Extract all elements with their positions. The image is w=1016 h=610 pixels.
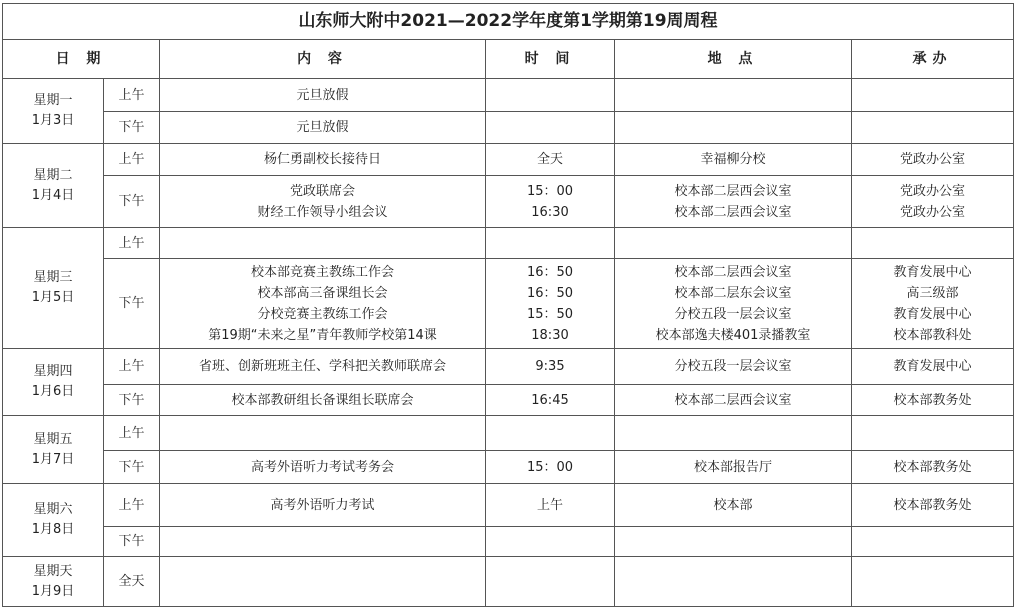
schedule-row xyxy=(3,451,1014,484)
content-cell xyxy=(160,451,486,484)
half-day-label: 下午 xyxy=(104,527,160,557)
day-name: 星期天 xyxy=(33,563,73,579)
header-row xyxy=(3,40,1014,79)
day-name: 星期三 xyxy=(33,270,73,285)
content-cell xyxy=(160,527,486,557)
half-day-label: 上午 xyxy=(104,228,160,259)
time-cell xyxy=(486,349,615,385)
place-line: 分校五段一层会议室 xyxy=(674,359,792,374)
time-cell xyxy=(486,385,615,416)
place-cell xyxy=(615,228,852,259)
day-date: 1月5日 xyxy=(31,290,75,305)
time-line: 9:35 xyxy=(535,359,565,374)
host-cell xyxy=(852,557,1014,607)
content-cell xyxy=(160,228,486,259)
place-cell xyxy=(615,349,852,385)
place-cell xyxy=(615,557,852,607)
host-cell xyxy=(852,527,1014,557)
day-date: 1月6日 xyxy=(31,384,75,399)
header-date: 日 期 xyxy=(3,40,160,79)
host-cell xyxy=(852,416,1014,451)
content-cell xyxy=(160,484,486,527)
host-line: 教育发展中心 xyxy=(893,264,972,280)
half-day-label: 下午 xyxy=(104,259,160,349)
time-cell xyxy=(486,557,615,607)
host-line: 高三级部 xyxy=(906,285,959,301)
schedule-row xyxy=(3,349,1014,385)
place-cell xyxy=(615,451,852,484)
content-line: 高考外语听力考试考务会 xyxy=(250,459,394,475)
header-host: 承办 xyxy=(852,40,1014,79)
host-cell xyxy=(852,385,1014,416)
content-line: 元旦放假 xyxy=(296,120,349,135)
place-cell xyxy=(615,259,852,349)
time-cell xyxy=(486,144,615,176)
time-line: 全天 xyxy=(536,152,563,167)
host-line: 校本部教务处 xyxy=(893,392,972,408)
time-cell xyxy=(486,451,615,484)
schedule-row xyxy=(3,176,1014,228)
schedule-row xyxy=(3,416,1014,451)
content-line: 杨仁勇副校长接待日 xyxy=(263,152,381,167)
content-line: 党政联席会 xyxy=(289,183,355,199)
time-line: 18:30 xyxy=(531,327,569,343)
content-cell xyxy=(160,385,486,416)
schedule-row xyxy=(3,527,1014,557)
content-line: 校本部竞赛主教练工作会 xyxy=(250,264,394,280)
place-line: 校本部逸夫楼401录播教室 xyxy=(655,327,811,343)
half-day-label: 下午 xyxy=(104,451,160,484)
schedule-row xyxy=(3,228,1014,259)
host-cell xyxy=(852,451,1014,484)
half-day-label: 上午 xyxy=(104,484,160,527)
content-cell xyxy=(160,79,486,112)
day-name: 星期一 xyxy=(33,93,73,108)
day-cell xyxy=(3,144,104,228)
host-line: 校本部教科处 xyxy=(893,327,972,343)
place-cell xyxy=(615,484,852,527)
content-line: 分校竞赛主教练工作会 xyxy=(257,306,388,322)
day-name: 星期二 xyxy=(33,167,73,183)
host-line: 教育发展中心 xyxy=(893,306,972,322)
time-cell xyxy=(486,79,615,112)
content-line: 财经工作领导小组会议 xyxy=(257,204,388,220)
host-cell xyxy=(852,79,1014,112)
half-day-label: 上午 xyxy=(104,144,160,176)
day-name: 星期六 xyxy=(33,502,73,517)
place-cell xyxy=(615,176,852,228)
half-day-label: 下午 xyxy=(104,385,160,416)
time-line: 上午 xyxy=(536,497,563,513)
time-line: 15：00 xyxy=(526,459,574,475)
content-line: 高考外语听力考试 xyxy=(270,497,375,513)
time-line: 15：50 xyxy=(526,306,574,322)
half-day-label: 上午 xyxy=(104,349,160,385)
content-line: 元旦放假 xyxy=(296,87,349,103)
place-cell xyxy=(615,79,852,112)
schedule-row xyxy=(3,79,1014,112)
day-name: 星期四 xyxy=(33,364,73,379)
day-cell xyxy=(3,416,104,484)
schedule-row xyxy=(3,144,1014,176)
day-date: 1月8日 xyxy=(31,522,75,537)
place-line: 校本部二层西会议室 xyxy=(674,392,792,408)
schedule-row xyxy=(3,557,1014,607)
place-line: 幸福柳分校 xyxy=(700,152,766,167)
half-day-label: 上午 xyxy=(104,416,160,451)
time-line: 16:30 xyxy=(531,204,569,220)
day-date: 1月4日 xyxy=(31,187,75,203)
title-row xyxy=(3,4,1014,40)
day-date: 1月9日 xyxy=(31,583,75,599)
time-cell xyxy=(486,484,615,527)
place-line: 校本部二层西会议室 xyxy=(674,183,792,199)
host-line: 校本部教务处 xyxy=(893,497,972,513)
header-content: 内 容 xyxy=(160,40,486,79)
place-cell xyxy=(615,527,852,557)
page-title: 山东师大附中2021—2022学年度第1学期第19周周程 xyxy=(3,4,1014,40)
content-line: 校本部高三备课组长会 xyxy=(257,285,388,301)
header-place: 地 点 xyxy=(615,40,852,79)
half-day-label: 上午 xyxy=(104,79,160,112)
host-cell xyxy=(852,112,1014,144)
half-day-label: 下午 xyxy=(104,176,160,228)
day-cell xyxy=(3,228,104,349)
time-cell xyxy=(486,112,615,144)
day-date: 1月7日 xyxy=(31,451,75,467)
schedule-row xyxy=(3,112,1014,144)
host-line: 校本部教务处 xyxy=(893,459,972,475)
host-line: 党政办公室 xyxy=(899,183,965,199)
content-cell xyxy=(160,349,486,385)
schedule-row xyxy=(3,259,1014,349)
time-line: 15：00 xyxy=(526,183,574,199)
time-line: 16：50 xyxy=(526,285,574,301)
time-line: 16：50 xyxy=(526,264,574,280)
content-line: 省班、创新班班主任、学科把关教师联席会 xyxy=(198,359,446,374)
header-time: 时 间 xyxy=(486,40,615,79)
day-cell xyxy=(3,79,104,144)
half-day-label: 全天 xyxy=(104,557,160,607)
host-cell xyxy=(852,176,1014,228)
content-line: 第19期“未来之星”青年教师学校第14课 xyxy=(208,327,437,343)
host-cell xyxy=(852,144,1014,176)
time-cell xyxy=(486,176,615,228)
schedule-row xyxy=(3,385,1014,416)
day-cell xyxy=(3,484,104,557)
day-cell xyxy=(3,557,104,607)
place-line: 校本部二层西会议室 xyxy=(674,204,792,220)
place-cell xyxy=(615,385,852,416)
content-line: 校本部教研组长备课组长联席会 xyxy=(231,392,414,408)
half-day-label: 下午 xyxy=(104,112,160,144)
place-line: 分校五段一层会议室 xyxy=(674,306,792,322)
host-cell xyxy=(852,349,1014,385)
place-line: 校本部报告厅 xyxy=(693,459,772,475)
day-cell xyxy=(3,349,104,416)
place-line: 校本部二层西会议室 xyxy=(674,264,792,280)
host-line: 教育发展中心 xyxy=(893,359,972,374)
host-line: 党政办公室 xyxy=(899,204,965,220)
content-cell xyxy=(160,112,486,144)
place-line: 校本部二层东会议室 xyxy=(674,285,792,301)
day-name: 星期五 xyxy=(33,431,73,447)
place-cell xyxy=(615,144,852,176)
host-line: 党政办公室 xyxy=(899,152,965,167)
content-cell xyxy=(160,176,486,228)
place-cell xyxy=(615,416,852,451)
place-line: 校本部 xyxy=(713,497,753,513)
schedule-row xyxy=(3,484,1014,527)
content-cell xyxy=(160,416,486,451)
place-cell xyxy=(615,112,852,144)
host-cell xyxy=(852,484,1014,527)
weekly-schedule-table xyxy=(2,3,1014,607)
time-cell xyxy=(486,527,615,557)
host-cell xyxy=(852,228,1014,259)
day-date: 1月3日 xyxy=(31,113,75,128)
time-cell xyxy=(486,259,615,349)
time-cell xyxy=(486,416,615,451)
content-cell xyxy=(160,557,486,607)
time-cell xyxy=(486,228,615,259)
content-cell xyxy=(160,144,486,176)
host-cell xyxy=(852,259,1014,349)
time-line: 16:45 xyxy=(531,392,569,408)
content-cell xyxy=(160,259,486,349)
